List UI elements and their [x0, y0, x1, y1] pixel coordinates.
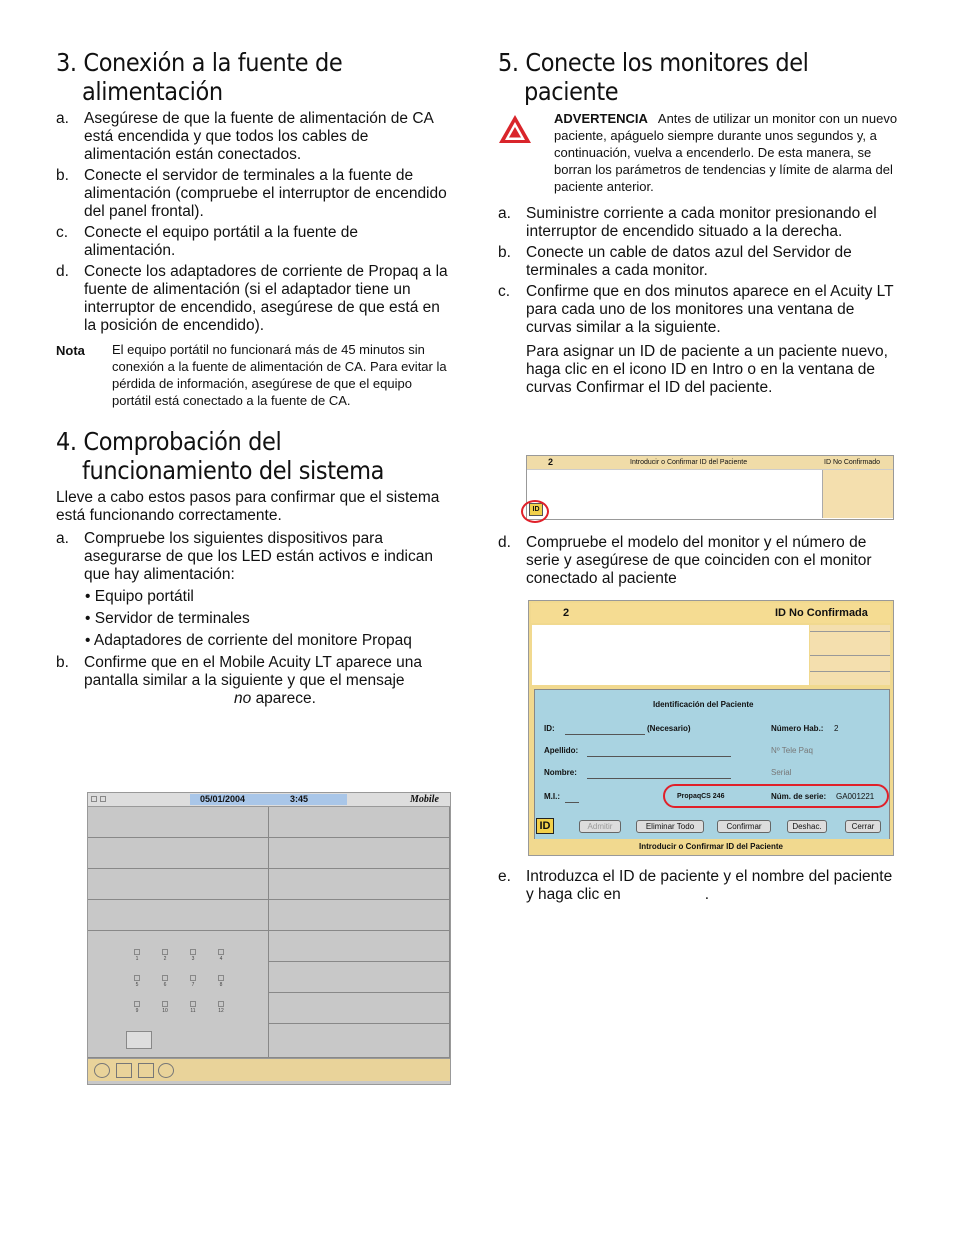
room-label: Número Hab.: — [771, 724, 824, 733]
warning-icon — [498, 114, 532, 144]
date-time-bar — [190, 794, 347, 805]
note-label: Nota — [56, 343, 85, 358]
mobile-titlebar — [88, 793, 450, 807]
s4-item-b: b. Confirme que en el Mobile Acuity LT aparece una pantalla similar a la siguiente y que el mensajeno aparece. — [56, 654, 423, 707]
bed-slot[interactable]: 11 — [188, 1001, 198, 1014]
s5-item-a: a. Suministre corriente a cada monitor presionando el interruptor de encendido situado a la derecha. — [498, 205, 877, 240]
screen-cell[interactable] — [269, 838, 450, 869]
delete-all-button[interactable]: Eliminar Todo — [636, 820, 704, 833]
firstname-input[interactable] — [587, 778, 731, 779]
mi-input[interactable] — [565, 802, 579, 803]
admit-button[interactable]: Admitir — [579, 820, 621, 833]
s3-item-b: b. Conecte el servidor de terminales a la fuente de alimentación (compruebe el interruptor de encendido del panel frontal). — [56, 167, 447, 220]
firstname-label: Nombre: — [544, 768, 577, 777]
section-4-title: 4. Comprobación del funcionamiento del sistema — [56, 427, 384, 485]
highlight-ellipse — [663, 784, 889, 808]
bed-slot[interactable]: 4 — [216, 949, 226, 962]
screen-cell[interactable] — [88, 869, 269, 900]
window-icon — [100, 796, 106, 802]
id-required: (Necesario) — [647, 724, 691, 733]
brand-label: Mobile — [410, 794, 439, 805]
id-label: ID: — [544, 724, 555, 733]
bed-slot[interactable]: 9 — [132, 1001, 142, 1014]
waveform-side-panel — [822, 470, 893, 518]
bed-slot[interactable]: 5 — [132, 975, 142, 988]
mobile-toolbar — [88, 1058, 450, 1081]
key-icon[interactable] — [138, 1063, 154, 1078]
waveform-area — [532, 625, 809, 685]
refresh-icon[interactable] — [158, 1063, 174, 1078]
serial-value: GA001221 — [836, 792, 875, 801]
id-input[interactable] — [565, 734, 645, 735]
bed-slot[interactable]: 8 — [216, 975, 226, 988]
screen-cell[interactable] — [269, 993, 450, 1024]
warning — [498, 110, 898, 195]
close-button[interactable]: Cerrar — [845, 820, 881, 833]
tele-label: Nº Tele Paq — [771, 746, 813, 755]
dialog-footer: Introducir o Confirmar ID del Paciente — [529, 839, 893, 854]
confirm-button[interactable]: Confirmar — [717, 820, 771, 833]
s5-item-e: e. Introduzca el ID de paciente y el nombre del paciente y haga clic en . — [498, 868, 893, 903]
warning-label: ADVERTENCIA — [554, 111, 648, 126]
waveform-window — [526, 455, 894, 520]
s5-item-c-extra: Para asignar un ID de paciente a un paciente nuevo, haga clic en el icono ID en Intro o en la ventana de curvas Confirmar el ID del paciente. — [526, 343, 888, 396]
right-column-lower — [498, 534, 898, 591]
model-value: PropaqCS 246 — [677, 793, 725, 800]
dialog-header — [531, 603, 891, 623]
undo-button[interactable]: Deshac. — [787, 820, 827, 833]
bed-slot[interactable]: 7 — [188, 975, 198, 988]
bed-grid — [88, 931, 269, 1058]
screen-cell[interactable] — [88, 807, 269, 838]
s4-item-a: a. Compruebe los siguientes dispositivos para asegurarse de que los LED están activos e indican que hay alimentación: — [56, 530, 433, 583]
room-value: 2 — [834, 724, 839, 733]
s3-item-a: a. Asegúrese de que la fuente de alimentación de CA está encendida y que todos los cables de alimentación están conectados. — [56, 110, 433, 163]
identification-panel — [534, 689, 890, 841]
lastname-input[interactable] — [587, 756, 731, 757]
right-column-bottom — [498, 868, 898, 907]
left-column — [56, 48, 451, 711]
bullet-laptop: • Equipo portátil — [85, 588, 194, 605]
screen-cell[interactable] — [88, 900, 269, 931]
screen-cell[interactable] — [269, 900, 450, 931]
bullet-adapters: • Adaptadores de corriente del monitore Propaq — [85, 632, 412, 649]
screen-cell[interactable] — [269, 962, 450, 993]
bed-slot[interactable]: 1 — [132, 949, 142, 962]
bed-slot[interactable]: 6 — [160, 975, 170, 988]
unconfirmed-label: ID No Confirmado — [824, 459, 881, 466]
screen-cell[interactable] — [269, 869, 450, 900]
window-icon — [91, 796, 97, 802]
s3-item-c: c. Conecte el equipo portátil a la fuente de alimentación. — [56, 224, 359, 259]
grid-button[interactable] — [126, 1031, 152, 1049]
screen-cell[interactable] — [88, 838, 269, 869]
section-3-title: 3. Conexión a la fuente de alimentación — [56, 48, 343, 106]
screen-cell[interactable] — [269, 1024, 450, 1058]
bed-slot[interactable]: 2 — [160, 949, 170, 962]
patient-id-dialog — [528, 600, 894, 856]
right-column — [498, 48, 898, 400]
id-icon[interactable]: ID — [529, 503, 543, 516]
lastname-label: Apellido: — [544, 746, 579, 755]
date: 05/01/2004 — [200, 794, 246, 804]
bed-number: 2 — [548, 457, 554, 467]
highlight-circle — [521, 500, 549, 523]
screen-cell[interactable] — [269, 807, 450, 838]
waveform-center-label: Introducir o Confirmar ID del Paciente — [630, 459, 748, 466]
side-panel — [810, 625, 890, 685]
bed-slot[interactable]: 12 — [216, 1001, 226, 1014]
s4-intro: Lleve a cabo estos pasos para confirmar que el sistema está funcionando correctamente. — [56, 489, 440, 524]
bed-slot[interactable]: 3 — [188, 949, 198, 962]
serial-label-grey: Serial — [771, 768, 792, 777]
bed-slot[interactable]: 10 — [160, 1001, 170, 1014]
warning-text: Antes de utilizar un monitor con un nuevo paciente, apáguelo siempre durante unos segundos y, a continuación, vuelva a encenderlo. De esta manera, se borran los parámetros de tendencias y límite de alarma del paciente anterior. — [554, 111, 898, 194]
note-text: El equipo portátil no funcionará más de 45 minutos sin conexión a la fuente de alimentación de CA. Para evitar la pérdida de información, asegúrese de que el equipo portátil está conectado a la fuente de CA. — [112, 342, 447, 408]
waveform-header — [527, 456, 893, 470]
s5-item-c: c. Confirme que en dos minutos aparece en el Acuity LT para cada uno de los monitores una ventana de curvas similar a la siguiente. — [498, 283, 894, 336]
s5-item-d: d. Compruebe el modelo del monitor y el número de serie y asegúrese de que coinciden con el monitor conectado al paciente — [498, 534, 872, 587]
toolbar-icon[interactable] — [94, 1063, 110, 1078]
bed-number: 2 — [563, 607, 570, 619]
s5-item-b: b. Conecte un cable de datos azul del Servidor de terminales a cada monitor. — [498, 244, 852, 279]
id-icon[interactable]: ID — [536, 818, 554, 834]
s3-item-d: d. Conecte los adaptadores de corriente de Propaq a la fuente de alimentación (si el adaptador tiene un interruptor de encendido, asegúrese de que está en la posición de encendido). — [56, 263, 448, 334]
mi-label: M.I.: — [544, 792, 560, 801]
section-5-title: 5. Conecte los monitores del paciente — [498, 48, 809, 106]
mobile-acuity-screen — [87, 792, 451, 1085]
screen-cell[interactable] — [269, 931, 450, 962]
time: 3:45 — [290, 794, 309, 804]
unconfirmed-label: ID No Confirmada — [775, 607, 868, 619]
tools-icon[interactable] — [116, 1063, 132, 1078]
bullet-terminal-server: • Servidor de terminales — [85, 610, 250, 627]
note — [56, 341, 451, 409]
panel-title: Identificación del Paciente — [653, 700, 754, 709]
serial-label: Núm. de serie: — [771, 792, 827, 801]
